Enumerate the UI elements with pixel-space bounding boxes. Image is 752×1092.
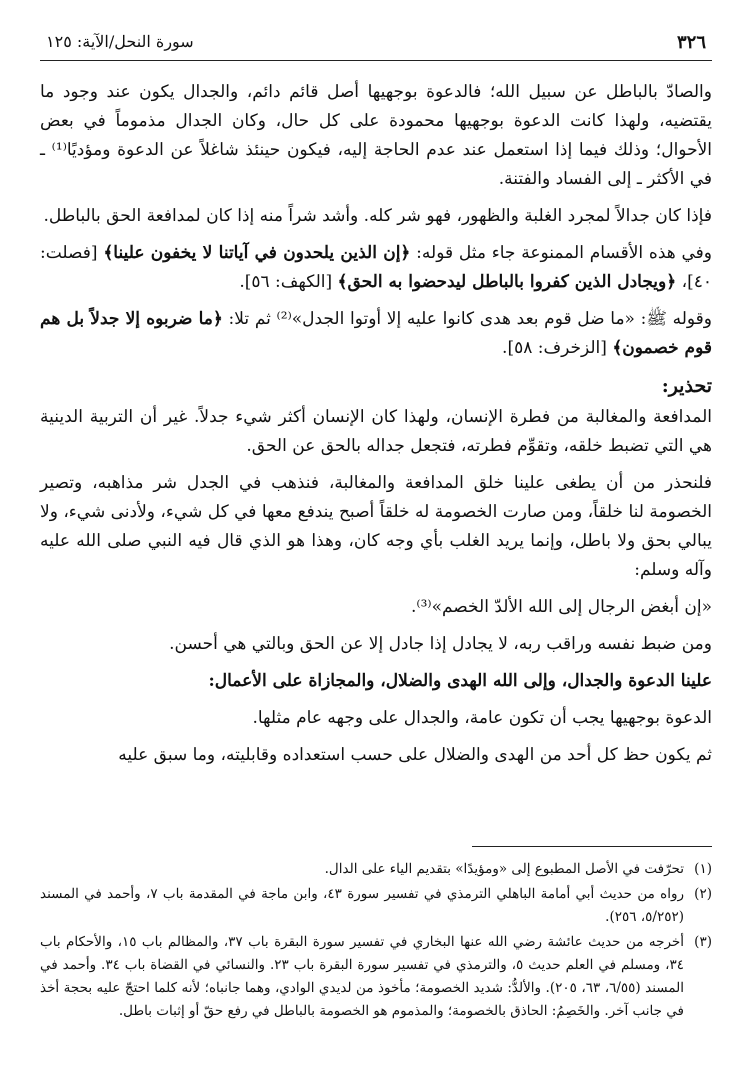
- section-heading-warning: تحذير:: [661, 375, 712, 397]
- footnote-text: رواه من حديث أبي أمامة الباهلي الترمذي في تفسير سورة ٤٣، وابن ماجة في المقدمة باب ٧، وأحمد في المسند (٥/٢٥٢، ٢٥٦).: [40, 886, 684, 925]
- paragraph-3-text-a: وفي هذه الأقسام الممنوعة جاء مثل قوله:: [410, 243, 712, 263]
- page-header: [40, 28, 712, 58]
- page-number: ٣٢٦: [676, 32, 706, 53]
- hadith-quote: «إن أبغض الرجال إلى الله الألدّ الخصم»⁽³⁾.: [410, 597, 712, 617]
- footnote-2: [40, 883, 712, 929]
- footnote-divider: [472, 846, 712, 847]
- footnote-text: تحرّفت في الأصل المطبوع إلى «ومؤيدًا» بتقديم الياء على الدال.: [324, 861, 684, 877]
- surah-title: سورة النحل/الآية: ١٢٥: [46, 32, 194, 51]
- footnote-number: (٣): [694, 934, 712, 950]
- paragraph-10: ثم يكون حظ كل أحد من الهدى والضلال على حسب استعداده وقابليته، وما سبق عليه: [118, 745, 712, 765]
- footnote-number: (١): [694, 861, 712, 877]
- paragraph-4-text-b: [الزخرف: ٥٨].: [502, 338, 613, 358]
- paragraph-3: [40, 239, 712, 297]
- footnotes: [40, 858, 712, 1025]
- quran-quote-1: ﴿إن الذين يلحدون في آياتنا لا يخفون علينا﴾: [103, 243, 411, 263]
- paragraph-4-text-a: وقوله ﷺ: «ما ضل قوم بعد هدى كانوا عليه إلا أوتوا الجدل»⁽²⁾ ثم تلا:: [222, 309, 712, 329]
- paragraph-1: والصادّ بالباطل عن سبيل الله؛ فالدعوة بوجهيها أصل قائم دائم، والجدال يكون عند وجود ما يقتضيه، ولهذا كانت الدعوة بوجهيها محمودة على كل حال، وكان الجدال مذموماً في بعض الأحوال؛ وذلك فيما إذا استعمل عند عدم الحاجة إليه، فيكون حينئذ شاغلاً عن الدعوة ومؤديًا⁽¹⁾ ـ في الأكثر ـ إلى الفساد والفتنة.: [40, 82, 712, 189]
- footnote-text: أخرجه من حديث عائشة رضي الله عنها البخاري في تفسير سورة البقرة باب ٣٧، والمظالم باب ١٥، والأحكام باب ٣٤، ومسلم في العلم حديث ٥، والترمذي في تفسير سورة البقرة باب ٢٣. والنسائي في القضاة باب ٣٤. وأحمد في المسند (٦/٥٥، ٦٣، ٢٠٥). والألدُّ: شديد الخصومة؛ مأخوذ من لديدي الوادي، وهما جانباه؛ لأنه كلما احتجّ عليه بحجة أخذ في جانب آخر. والخَصِمُ: الحاذق بالخصومة؛ والمذموم هو الخصومة بالباطل في رفع حقّ أو إثبات باطل.: [40, 934, 685, 1019]
- quran-quote-2: ﴿ويجادل الذين كفروا بالباطل ليدحضوا به الحق﴾: [337, 272, 677, 292]
- paragraph-8: ومن ضبط نفسه وراقب ربه، لا يجادل إذا جادل إلا عن الحق وبالتي هي أحسن.: [169, 634, 712, 654]
- paragraph-3-text-c: [الكهف: ٥٦].: [239, 272, 338, 292]
- footnote-number: (٢): [694, 886, 712, 902]
- paragraph-3-text-b: [فصلت: ٤٠]،: [40, 243, 712, 292]
- paragraph-4: [40, 305, 712, 363]
- quran-quote-3: ﴿ما ضربوه إلا جدلاً بل هم قوم خصمون﴾: [40, 309, 712, 358]
- paragraph-9: الدعوة بوجهيها يجب أن تكون عامة، والجدال على وجهه عام مثلها.: [252, 708, 712, 728]
- footnote-1: [40, 858, 712, 881]
- header-divider: [40, 60, 712, 61]
- paragraph-2: فإذا كان جدالاً لمجرد الغلبة والظهور، فهو شر كله. وأشد شراً منه إذا كان لمدافعة الحق بالباطل.: [43, 206, 712, 226]
- paragraph-6: فلنحذر من أن يطغى علينا خلق المدافعة والمغالبة، فنذهب في الجدل شر مذاهبه، وتصير الخصومة لنا خلقاً، ومن صارت الخصومة له خلقاً أصبح يندفع معها في كل شيء، ولأدنى شيء، ولا يبالي بحق ولا باطل، وإنما يريد الغلب بأي وجه كان، وهذا هو الذي قال فيه النبي صلى الله عليه وآله وسلم:: [40, 473, 712, 580]
- footnote-3: [40, 931, 712, 1023]
- book-page: [40, 28, 712, 1019]
- section-heading-duty: علينا الدعوة والجدال، وإلى الله الهدى والضلال، والمجازاة على الأعمال:: [208, 671, 712, 691]
- paragraph-5: المدافعة والمغالبة من فطرة الإنسان، ولهذا كان الإنسان أكثر شيء جدلاً. غير أن التربية الدينية هي التي تضبط خلقه، وتقوِّم فطرته، فتجعل جداله بالحق عن الحق.: [40, 407, 712, 456]
- main-text: [40, 78, 712, 778]
